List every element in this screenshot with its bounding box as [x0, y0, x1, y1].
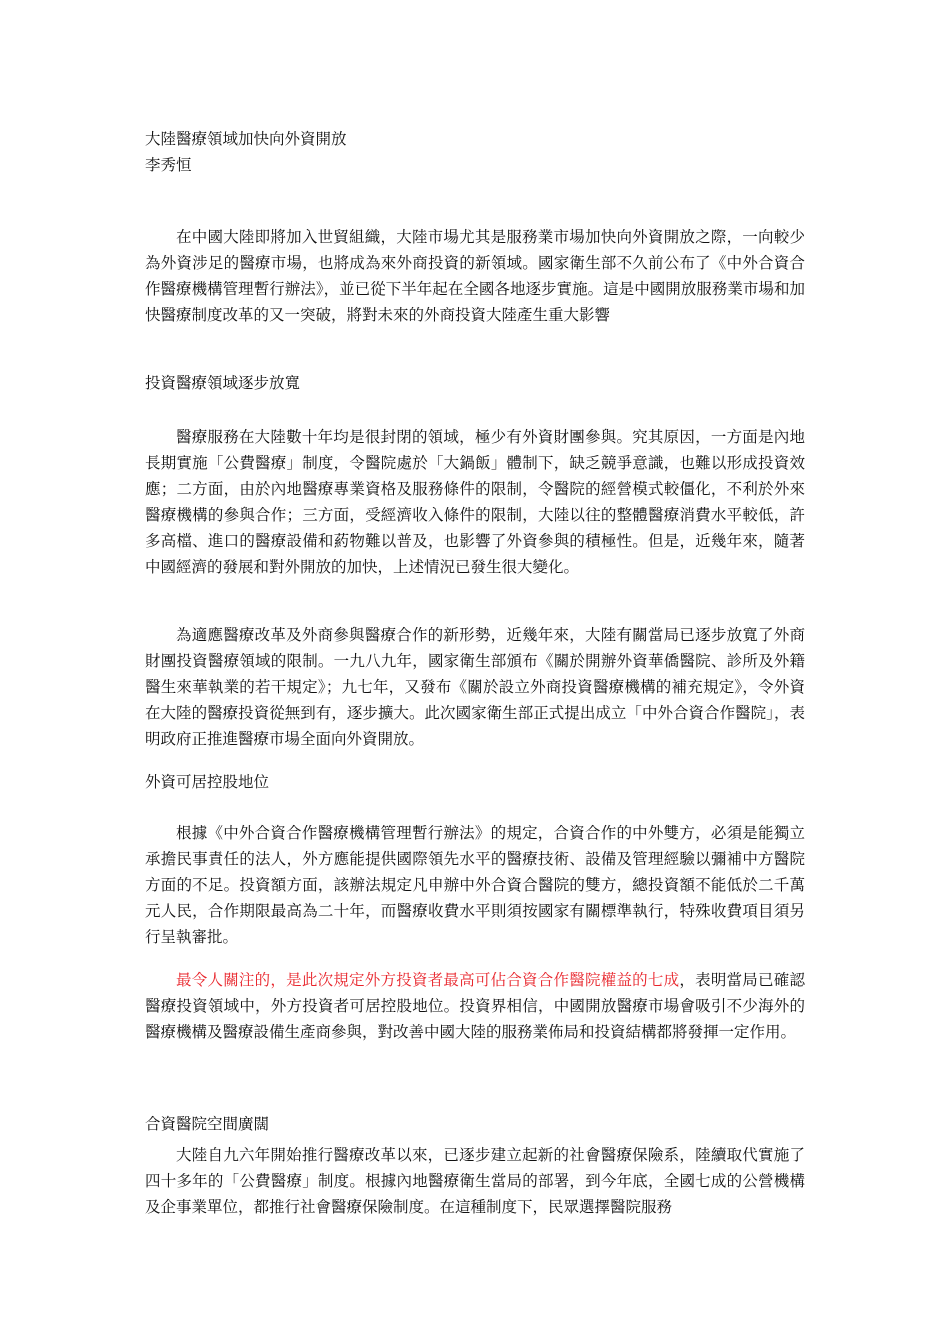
section3-paragraph-1: 大陸自九六年開始推行醫療改革以來，已逐步建立起新的社會醫療保險系，陸續取代實施了四十多年的「公費醫療」制度。根據內地醫療衛生當局的部署，到今年底，全國七成的公營機構及企事業單位，都推行社會醫療保險制度。在這種制度下，民眾選擇醫院服務 — [145, 1146, 805, 1216]
intro-paragraph: 在中國大陸即將加入世貿組織，大陸市場尤其是服務業市場加快向外資開放之際，一向較少為外資涉足的醫療市場，也將成為來外商投資的新領域。國家衛生部不久前公布了《中外合資合作醫療機構管理暫行辦法》，並已從下半年起在全國各地逐步實施。這是中國開放服務業市場和加快醫療制度改革的又一突破，將對未來的外商投資大陸產生重大影響 — [145, 228, 805, 324]
article-header — [145, 126, 805, 178]
section-heading-2: 外資可居控股地位 — [145, 773, 270, 791]
highlighted-text: 最令人關注的，是此次規定外方投資者最高可佔合資合作醫院權益的七成 — [176, 971, 680, 989]
article-title: 大陸醫療領域加快向外資開放 — [145, 130, 347, 148]
section2-paragraph-1: 根據《中外合資合作醫療機構管理暫行辦法》的規定，合資合作的中外雙方，必須是能獨立承擔民事責任的法人，外方應能提供國際領先水平的醫療技術、設備及管理經驗以彌補中方醫院方面的不足。投資額方面，該辦法規定凡申辦中外合資合醫院的雙方，總投資額不能低於二千萬元人民，合作期限最高為二十年，而醫療收費水平則須按國家有關標準執行，特殊收費項目須另行呈執審批。 — [145, 824, 805, 946]
section-heading-1: 投資醫療領域逐步放寬 — [145, 374, 301, 392]
section-heading-3: 合資醫院空間廣闊 — [145, 1115, 270, 1133]
section1-paragraph-1: 醫療服務在大陸數十年均是很封閉的領域，極少有外資財團參與。究其原因，一方面是內地長期實施「公費醫療」制度，令醫院處於「大鍋飯」體制下，缺乏競爭意識，也難以形成投資效應；二方面，由於內地醫療專業資格及服務條件的限制，令醫院的經營模式較僵化，不利於外來醫療機構的參與合作；三方面，受經濟收入條件的限制，大陸以往的整體醫療消費水平較低，許多高檔、進口的醫療設備和葯物難以普及，也影響了外資參與的積極性。但是，近幾年來，隨著中國經濟的發展和對外開放的加快，上述情況已發生很大變化。 — [145, 428, 805, 576]
section2-paragraph-2 — [145, 967, 805, 1045]
section1-paragraph-2: 為適應醫療改革及外商參與醫療合作的新形勢，近幾年來，大陸有關當局已逐步放寬了外商財團投資醫療領域的限制。一九八九年，國家衛生部頒布《關於開辦外資華僑醫院、診所及外籍醫生來華執業的若干規定》；九七年，又發布《關於設立外商投資醫療機構的補充規定》，令外資在大陸的醫療投資從無到有，逐步擴大。此次國家衛生部正式提出成立「中外合資合作醫院」，表明政府正推進醫療市場全面向外資開放。 — [145, 626, 805, 748]
paragraph-text: ，表明當局已確認醫療投資領域中，外方投資者可居控股地位。投資界相信，中國開放醫療市場會吸引不少海外的醫療機構及醫療設備生產商參與，對改善中國大陸的服務業佈局和投資結構都將發揮一定作用。 — [145, 971, 805, 1041]
article-author: 李秀恒 — [145, 156, 192, 174]
